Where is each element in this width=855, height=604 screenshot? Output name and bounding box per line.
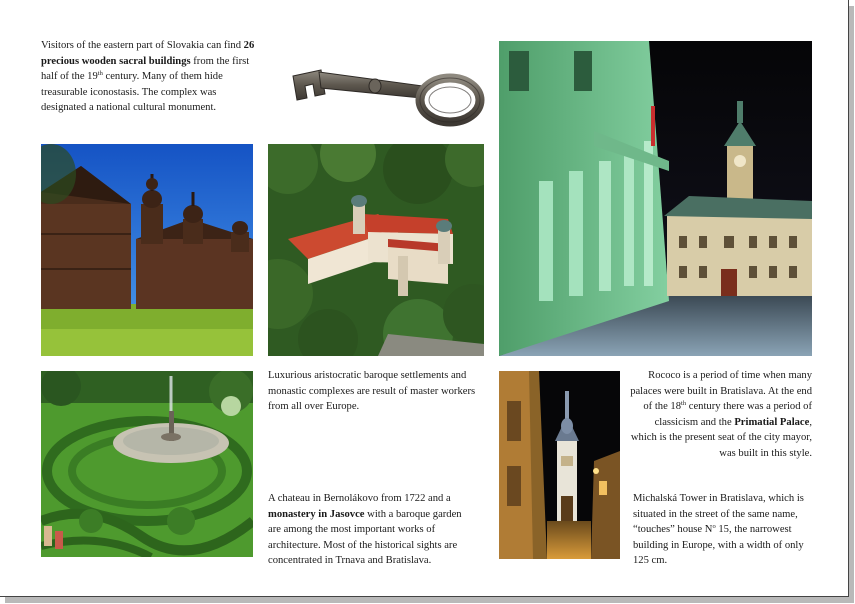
baroque-garden-photo [41,371,253,557]
wooden-church-photo [41,144,253,356]
rococo-text: Rococo is a period of time when many palaces were built in Bratislava. At the end of the 18th century there was a period of classicism and the Primatial Palace, which is the present seat of the city mayor, was built in this style. [630,370,812,459]
aristocratic-text: Luxurious aristocratic baroque settlements and monastic complexes are result of master workers from all over Europe. [268,370,476,413]
intro-text: Visitors of the eastern part of Slovakia can find 26 precious wooden sacral buildings from the first half of the 19th century. Many of them hide treasurable iconostasis. The complex was designated a national cultural monument. [41,40,255,114]
michalska-tower-photo [499,371,620,559]
michalska-tower-text: Michalská Tower in Bratislava, which is situated in the street of the same name, “touches” house $N^o$ 15, the narrowest building in Europe, with a width of only 125 cm. [633,493,804,567]
primatial-palace-photo [499,41,812,356]
chateau-aerial-photo [268,144,484,356]
chateau-text: A chateau in Bernolákovo from 1722 and a monastery in Jasovce with a baroque garden are among the most important works of architecture. Most of the historical sights are concentrated in Trnava and Bratislava. [268,493,462,567]
antique-key-image [285,50,485,132]
